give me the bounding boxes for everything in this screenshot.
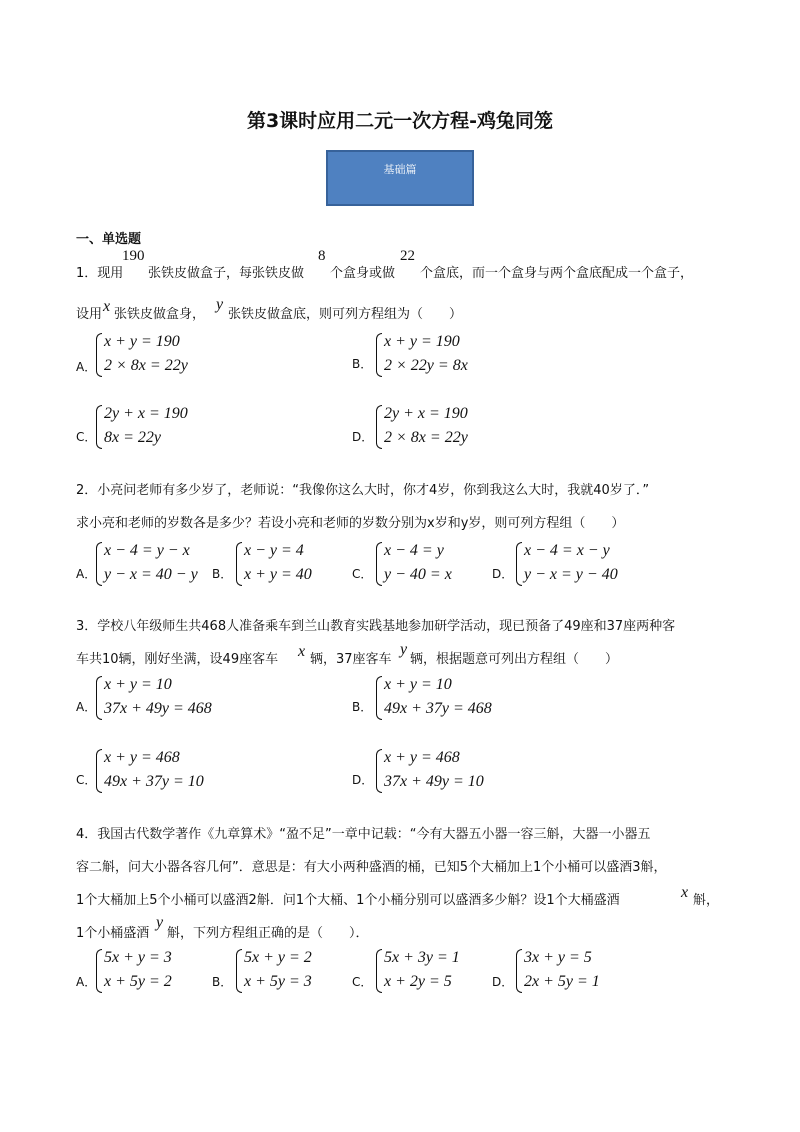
q4-option-d-label[interactable]: D． — [492, 975, 514, 989]
equation: 2 × 8x = 22y — [104, 357, 188, 374]
section-heading: 一、单选题 — [76, 232, 142, 247]
q4-text-1: 1个大桶加上5个小桶可以盛酒2斛．问1个大桶、1个小桶分别可以盛酒多少斛？设1个大桶盛酒 — [76, 893, 620, 908]
q3-text-3: 辆，根据题意可列出方程组（ ） — [410, 652, 619, 667]
brace — [376, 676, 382, 720]
equation: 3x + y = 5 — [524, 949, 592, 966]
equation: 2y + x = 190 — [104, 405, 188, 422]
brace — [376, 949, 382, 993]
q4-line-2: 容二斛，问大小器各容几何”．意思是：有大小两种盛酒的桶，已知5个大桶加上1个小桶可以盛酒3斛， — [76, 860, 667, 875]
equation: x + 2y = 5 — [384, 973, 452, 990]
q1-text-2: 个盒身或做 — [330, 266, 396, 281]
equation: x + y = 468 — [104, 749, 180, 766]
equation: 5x + y = 2 — [244, 949, 312, 966]
q2-option-b-label[interactable]: B． — [212, 567, 233, 581]
q1-number: 1．现用 — [76, 266, 124, 281]
q1-option-d-label[interactable]: D． — [352, 430, 374, 444]
equation: x + y = 190 — [104, 333, 180, 350]
q3-option-c-label[interactable]: C． — [76, 773, 97, 787]
equation: 37x + 49y = 468 — [104, 700, 212, 717]
brace — [516, 949, 522, 993]
equation: 49x + 37y = 468 — [384, 700, 492, 717]
brace — [236, 542, 242, 586]
brace — [96, 542, 102, 586]
equation: 5x + y = 3 — [104, 949, 172, 966]
equation: y − x = 40 − y — [104, 566, 198, 583]
equation: 5x + 3y = 1 — [384, 949, 460, 966]
equation: 2 × 22y = 8x — [384, 357, 468, 374]
level-banner — [326, 150, 474, 206]
equation: x + y = 468 — [384, 749, 460, 766]
equation: 37x + 49y = 10 — [384, 773, 484, 790]
q4-option-b-label[interactable]: B． — [212, 975, 233, 989]
q2-option-a-label[interactable]: A． — [76, 567, 97, 581]
q3-line-1: 3．学校八年级师生共468人准备乘车到兰山教育实践基地参加研学活动，现已预备了49座和37座两种客 — [76, 619, 676, 634]
equation: x − 4 = x − y — [524, 542, 610, 559]
q1-var-x: x — [103, 298, 111, 315]
equation: x + y = 10 — [384, 676, 452, 693]
equation: x + y = 40 — [244, 566, 312, 583]
q2-line-1: 2．小亮问老师有多少岁了，老师说：“我像你这么大时，你才4岁，你到我这么大时，我就40岁了．” — [76, 483, 650, 498]
q1-text-5: 张铁皮做盒身， — [114, 307, 206, 322]
equation: x + y = 190 — [384, 333, 460, 350]
equation: 8x = 22y — [104, 429, 161, 446]
q3-option-a-label[interactable]: A． — [76, 700, 97, 714]
q1-text-6: 张铁皮做盒底，则可列方程组为（ ） — [228, 307, 463, 322]
equation: y − x = y − 40 — [524, 566, 618, 583]
equation: 2 × 8x = 22y — [384, 429, 468, 446]
equation: x − 4 = y — [384, 542, 444, 559]
q1-text-4: 设用 — [76, 307, 103, 322]
q1-option-a-label[interactable]: A． — [76, 360, 97, 374]
banner-label: 基础篇 — [383, 163, 417, 176]
equation: 49x + 37y = 10 — [104, 773, 204, 790]
q3-option-b-label[interactable]: B． — [352, 700, 373, 714]
q4-var-x: x — [681, 884, 689, 901]
q1-text-3: 个盒底，而一个盒身与两个盒底配成一个盒子， — [420, 266, 694, 281]
equation: 2y + x = 190 — [384, 405, 468, 422]
q1-n22: 22 — [400, 248, 415, 264]
brace — [376, 749, 382, 793]
q2-line-2: 求小亮和老师的岁数各是多少？若设小亮和老师的岁数分别为x岁和y岁，则可列方程组（ ） — [76, 516, 625, 531]
brace — [96, 949, 102, 993]
page-title: 第3课时应用二元一次方程-鸡兔同笼 — [246, 110, 554, 132]
q2-option-d-label[interactable]: D． — [492, 567, 514, 581]
q1-var-y: y — [216, 296, 224, 313]
q4-option-c-label[interactable]: C． — [352, 975, 373, 989]
q4-text-3: 1个小桶盛酒 — [76, 926, 150, 941]
equation: x + 5y = 3 — [244, 973, 312, 990]
q4-text-4: 斛，下列方程组正确的是（ ）． — [167, 926, 369, 941]
q3-var-y: y — [400, 641, 408, 658]
q1-option-c-label[interactable]: C． — [76, 430, 97, 444]
brace — [96, 749, 102, 793]
q4-var-y: y — [156, 914, 164, 931]
equation: x + 5y = 2 — [104, 973, 172, 990]
q3-var-x: x — [298, 643, 306, 660]
q3-option-d-label[interactable]: D． — [352, 773, 374, 787]
q1-n190: 190 — [122, 248, 145, 264]
brace — [516, 542, 522, 586]
brace — [376, 333, 382, 377]
equation: y − 40 = x — [384, 566, 452, 583]
brace — [236, 949, 242, 993]
q4-line-1: 4．我国古代数学著作《九章算术》“盈不足”一章中记载：“今有大器五小器一容三斛，大器一小器五 — [76, 827, 651, 842]
brace — [96, 405, 102, 449]
q4-text-2: 斛， — [693, 893, 720, 908]
q3-text-2: 辆，37座客车 — [310, 652, 392, 667]
q3-text-1: 车共10辆，刚好坐满，设49座客车 — [76, 652, 279, 667]
q4-option-a-label[interactable]: A． — [76, 975, 97, 989]
brace — [96, 676, 102, 720]
equation: 2x + 5y = 1 — [524, 973, 600, 990]
q1-option-b-label[interactable]: B． — [352, 357, 373, 371]
equation: x − y = 4 — [244, 542, 304, 559]
q1-n8: 8 — [318, 248, 326, 264]
brace — [376, 405, 382, 449]
equation: x − 4 = y − x — [104, 542, 190, 559]
q1-text-1: 张铁皮做盒子，每张铁皮做 — [148, 266, 305, 281]
brace — [96, 333, 102, 377]
q2-option-c-label[interactable]: C． — [352, 567, 373, 581]
brace — [376, 542, 382, 586]
equation: x + y = 10 — [104, 676, 172, 693]
